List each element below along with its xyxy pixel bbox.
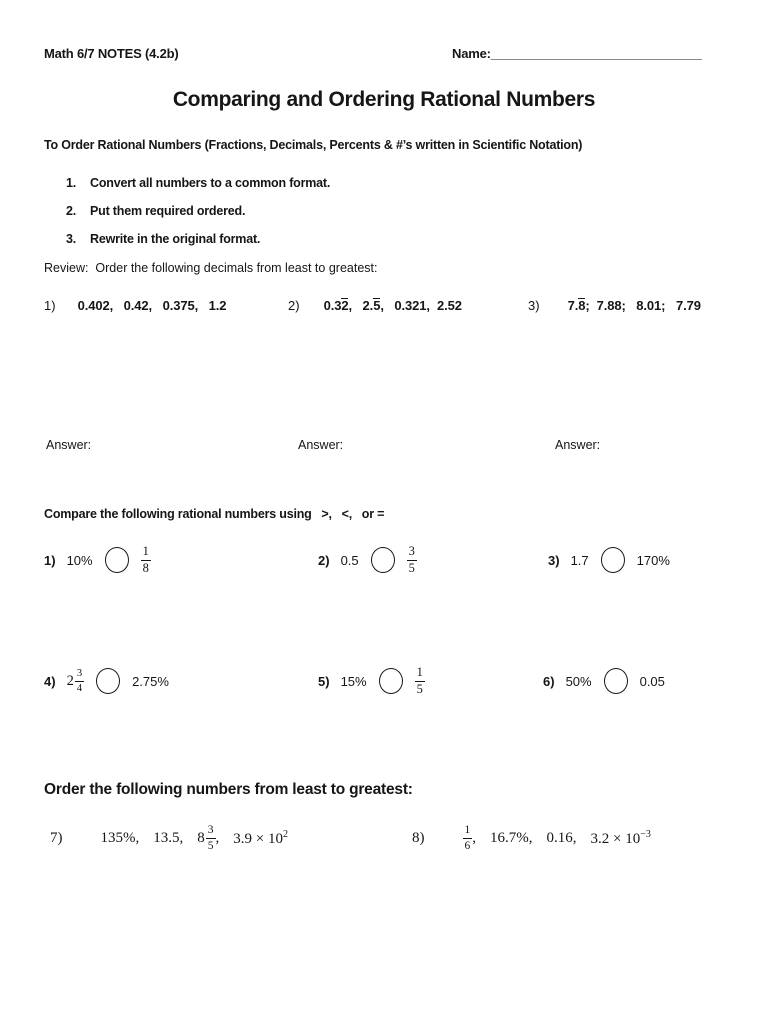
review-instruction: Review: Order the following decimals from least to greatest:: [44, 261, 378, 275]
step-2-number: 2.: [66, 204, 77, 218]
order-problem-8-fraction: [463, 824, 473, 852]
review-problem-3: [528, 298, 701, 313]
order-problem-7-number: 7): [50, 829, 63, 846]
fraction-denominator: 6: [463, 838, 473, 853]
review-problem-3-part: 7.: [567, 298, 579, 313]
compare-problem-3-left: 1.7: [570, 552, 589, 568]
fraction-numerator: 3: [408, 543, 415, 558]
fraction-numerator: 1: [142, 543, 149, 558]
review-problem-1-number: 1): [44, 298, 56, 313]
name-blank-line: ______________________________: [490, 46, 702, 61]
comparison-circle: [371, 547, 395, 573]
scientific-base: 3.2 × 10: [590, 830, 641, 847]
fraction-numerator: 1: [416, 664, 423, 679]
mixed-number-fraction: [75, 668, 84, 694]
step-1-text: Convert all numbers to a common format.: [90, 176, 331, 190]
fraction-numerator: 1: [464, 823, 471, 836]
scientific-exponent: 2: [282, 828, 288, 840]
compare-instruction: Compare the following rational numbers using >, <, or =: [44, 507, 385, 521]
fraction-denominator: 5: [206, 838, 216, 853]
comparison-circle: [105, 547, 129, 573]
comma: ,: [472, 829, 476, 846]
comparison-circle: [604, 668, 628, 694]
compare-problem-6-left: 50%: [565, 673, 592, 689]
compare-problem-5-right-fraction: [415, 666, 425, 696]
review-problem-3-number: 3): [528, 298, 540, 313]
compare-problem-3-number: 3): [548, 552, 560, 568]
order-problem-8-scientific: [591, 829, 651, 848]
step-1-number: 1.: [66, 176, 77, 190]
compare-problem-5-left: 15%: [340, 673, 367, 689]
intro-line: To Order Rational Numbers (Fractions, Decimals, Percents & #’s written in Scientific Notation): [44, 138, 583, 152]
review-problem-2-part: 0.3: [323, 298, 342, 313]
fraction-denominator: 8: [142, 561, 149, 575]
scientific-base: 3.9 × 10: [233, 830, 283, 847]
repeating-digit-overbar: 2: [341, 298, 349, 313]
review-problem-1-values: 0.402, 0.42, 0.375, 1.2: [77, 298, 227, 313]
compare-problem-3: [548, 538, 670, 582]
repeating-digit-overbar: 5: [373, 298, 381, 313]
order-problem-8-value-1: 16.7%,: [490, 829, 533, 846]
compare-problem-4-right: 2.75%: [132, 673, 169, 689]
review-problem-2-part: , 2.: [348, 298, 374, 313]
review-problem-3-values: [568, 298, 701, 313]
compare-problem-6-right: 0.05: [639, 673, 665, 689]
step-1: [66, 176, 330, 190]
order-problem-7-scientific: [233, 829, 288, 848]
fraction-numerator: 3: [76, 667, 83, 679]
answer-label-3: Answer:: [555, 438, 601, 452]
comparison-circle: [601, 547, 625, 573]
step-2: [66, 204, 245, 218]
compare-problem-1-left: 10%: [66, 552, 93, 568]
step-3-text: Rewrite in the original format.: [90, 232, 261, 246]
fraction-denominator: 5: [416, 682, 423, 696]
order-problem-7-value-1: 135%,: [100, 829, 140, 846]
name-field: [452, 46, 702, 61]
comparison-circle: [96, 668, 120, 694]
order-problem-8: [412, 814, 651, 862]
repeating-digit-overbar: 8: [578, 298, 586, 313]
order-instruction: Order the following numbers from least to greatest:: [44, 781, 413, 798]
fraction-denominator: 5: [408, 561, 415, 575]
comparison-circle: [379, 668, 403, 694]
compare-problem-2: [318, 538, 417, 582]
answer-label-2: Answer:: [298, 438, 344, 452]
compare-problem-2-number: 2): [318, 552, 330, 568]
name-label: Name:: [452, 46, 491, 61]
review-problem-2-number: 2): [288, 298, 300, 313]
review-problem-2-values: [324, 298, 462, 313]
compare-problem-4: [44, 659, 169, 703]
fraction-numerator: 3: [207, 823, 214, 836]
fraction-denominator: 4: [75, 681, 84, 695]
compare-problem-4-number: 4): [44, 673, 56, 689]
compare-problem-6-number: 6): [543, 673, 555, 689]
mixed-number-whole: 2: [66, 672, 74, 689]
compare-problem-2-left: 0.5: [340, 552, 359, 568]
mixed-number-fraction: [206, 824, 216, 852]
order-problem-7-mixed-number: [197, 824, 215, 852]
order-problem-7-value-2: 13.5,: [153, 829, 184, 846]
step-3-number: 3.: [66, 232, 77, 246]
page-title: Comparing and Ordering Rational Numbers: [172, 88, 596, 111]
step-2-text: Put them required ordered.: [90, 204, 246, 218]
step-3: [66, 232, 260, 246]
order-problem-8-value-2: 0.16,: [546, 829, 577, 846]
compare-problem-2-right-fraction: [407, 545, 417, 575]
course-label: Math 6/7 NOTES (4.2b): [44, 46, 179, 61]
order-problem-7: [50, 814, 288, 862]
order-problem-8-number: 8): [412, 829, 425, 846]
compare-problem-1-number: 1): [44, 552, 56, 568]
compare-problem-5: [318, 659, 425, 703]
review-problem-3-part: ; 7.88; 8.01; 7.79: [585, 298, 701, 313]
compare-problem-5-number: 5): [318, 673, 330, 689]
review-problem-1: [44, 298, 226, 313]
scientific-exponent: −3: [640, 828, 651, 840]
review-problem-2: [288, 298, 462, 313]
compare-problem-4-left-mixed-number: [67, 668, 85, 694]
review-problem-2-part: , 0.321, 2.52: [380, 298, 462, 313]
compare-problem-6: [543, 659, 665, 703]
answer-label-1: Answer:: [46, 438, 92, 452]
compare-problem-3-right: 170%: [636, 552, 670, 568]
compare-problem-1: [44, 538, 151, 582]
comma: ,: [215, 829, 220, 846]
compare-problem-1-right-fraction: [141, 545, 151, 575]
mixed-number-whole: 8: [197, 829, 205, 846]
